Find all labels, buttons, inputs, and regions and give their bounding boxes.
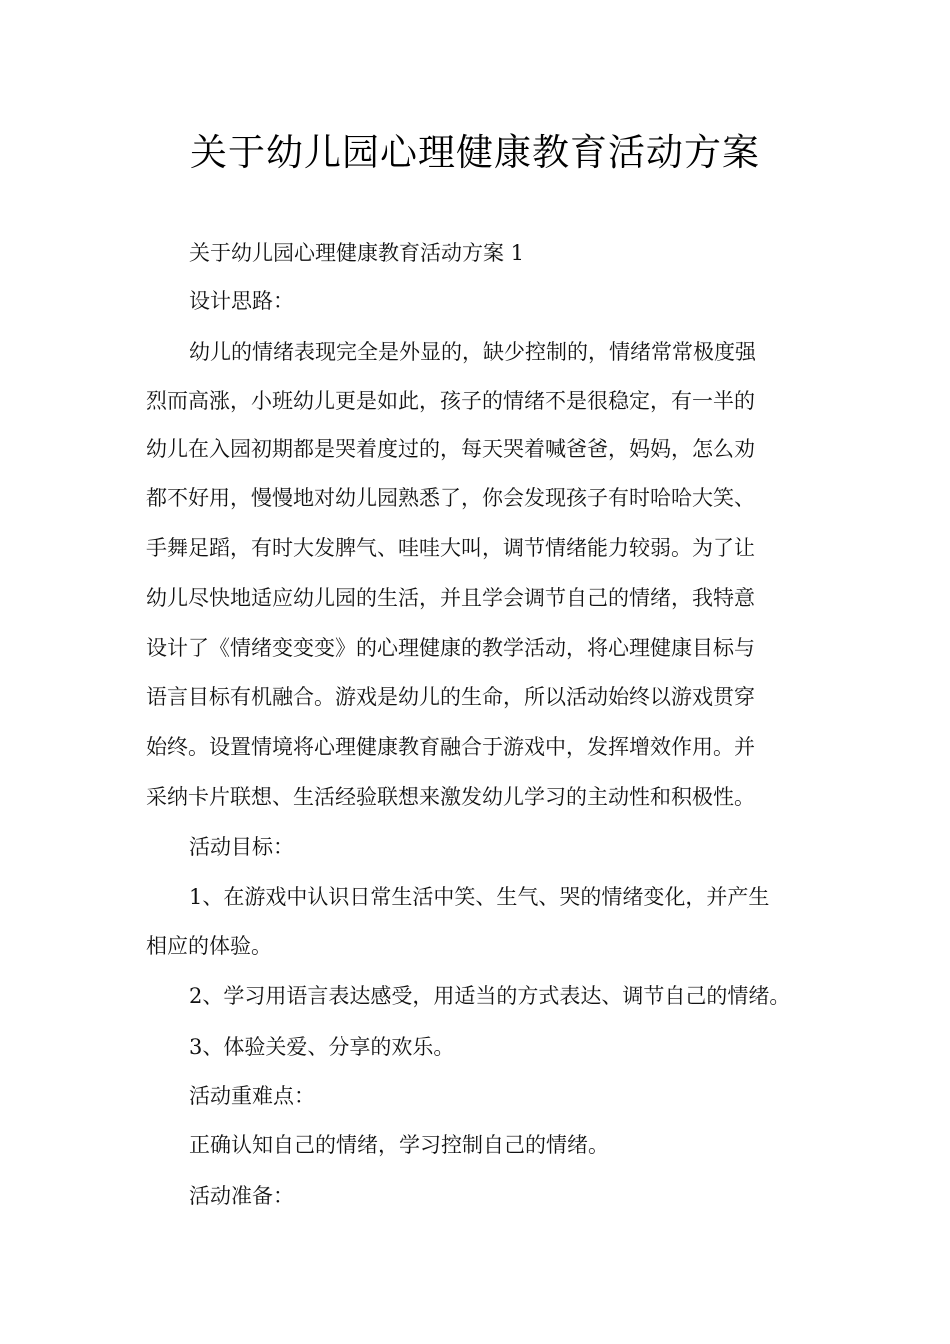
- paragraph-line: 幼儿的情绪表现完全是外显的，缺少控制的，情绪常常极度强: [189, 340, 756, 364]
- paragraph-line: 烈而高涨，小班幼儿更是如此，孩子的情绪不是很稳定，有一半的: [146, 389, 755, 413]
- goal-item-1: 1、在游戏中认识日常生活中笑、生气、哭的情绪变化，并产生: [189, 885, 770, 909]
- heading-activity-goals: 活动目标：: [189, 835, 294, 859]
- paragraph-line: 幼儿尽快地适应幼儿园的生活，并且学会调节自己的情绪，我特意: [146, 586, 755, 610]
- heading-design-idea: 设计思路：: [189, 289, 294, 313]
- key-difficulties-text: 正确认知自己的情绪，学习控制自己的情绪。: [189, 1133, 609, 1157]
- paragraph-line: 语言目标有机融合。游戏是幼儿的生命，所以活动始终以游戏贯穿: [146, 685, 755, 709]
- paragraph-line: 始终。设置情境将心理健康教育融合于游戏中，发挥增效作用。并: [146, 735, 755, 759]
- paragraph-line: 手舞足蹈，有时大发脾气、哇哇大叫，调节情绪能力较弱。为了让: [146, 536, 755, 560]
- paragraph-line: 幼儿在入园初期都是哭着度过的，每天哭着喊爸爸，妈妈，怎么劝: [146, 437, 755, 461]
- document-title: 关于幼儿园心理健康教育活动方案: [190, 131, 760, 174]
- paragraph-line: 采纳卡片联想、生活经验联想来激发幼儿学习的主动性和积极性。: [146, 785, 755, 809]
- heading-activity-preparation: 活动准备：: [189, 1184, 294, 1208]
- section-heading-plan-1: 关于幼儿园心理健康教育活动方案 1: [189, 241, 525, 265]
- paragraph-line: 都不好用，慢慢地对幼儿园熟悉了，你会发现孩子有时哈哈大笑、: [146, 486, 755, 510]
- heading-key-difficulties: 活动重难点：: [189, 1084, 315, 1108]
- paragraph-line: 设计了《情绪变变变》的心理健康的教学活动，将心理健康目标与: [146, 636, 755, 660]
- goal-item-2: 2、学习用语言表达感受，用适当的方式表达、调节自己的情绪。: [189, 984, 791, 1008]
- goal-item-1-continued: 相应的体验。: [146, 934, 272, 958]
- goal-item-3: 3、体验关爱、分享的欢乐。: [189, 1035, 455, 1059]
